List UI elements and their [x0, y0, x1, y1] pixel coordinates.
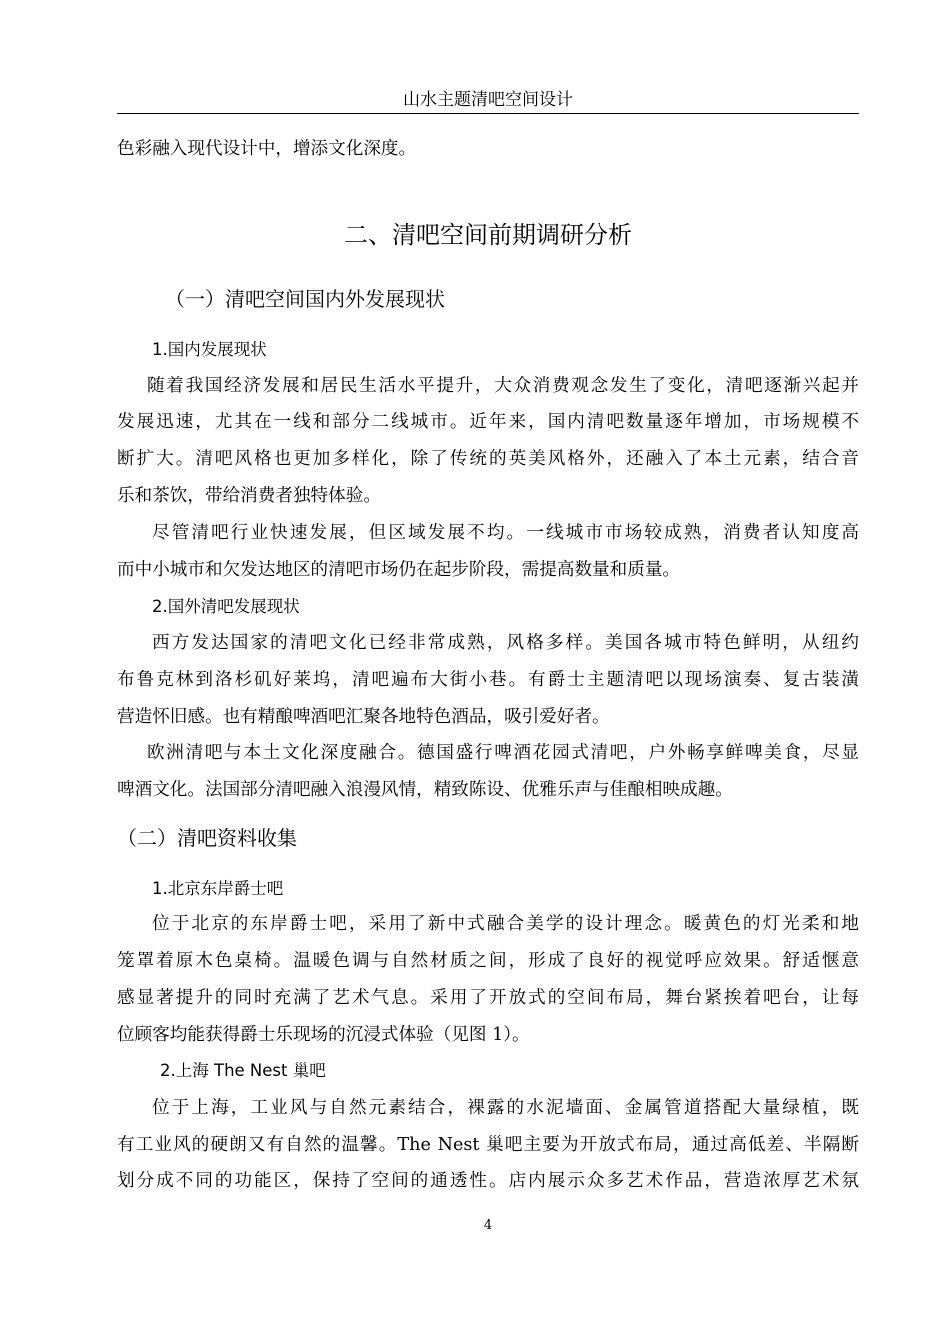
header-divider: [117, 113, 859, 114]
paragraph-line: 营造怀旧感。也有精酿啤酒吧汇聚各地特色酒品，吸引爱好者。: [117, 707, 610, 727]
subsection-2-1-title: 1.北京东岸爵士吧: [152, 879, 284, 898]
chapter-title: 二、清吧空间前期调研分析: [344, 221, 632, 249]
paragraph-line: 随着我国经济发展和居民生活水平提升，大众消费观念发生了变化，清吧逐渐兴起并: [147, 376, 859, 396]
paragraph-line: 感显著提升的同时充满了艺术气息。采用了开放式的空间布局，舞台紧挨着吧台，让每: [117, 988, 859, 1008]
paragraph-line: 乐和茶饮，带给消费者独特体验。: [117, 486, 381, 506]
paragraph-line: 位于北京的东岸爵士吧，采用了新中式融合美学的设计理念。暖黄色的灯光柔和地: [152, 914, 859, 934]
paragraph-line: 尽管清吧行业快速发展，但区域发展不均。一线城市市场较成熟，消费者认知度高: [152, 523, 859, 543]
paragraph-line: 位于上海，工业风与自然元素结合，裸露的水泥墙面、金属管道搭配大量绿植，既: [152, 1098, 859, 1118]
paragraph-line: 布鲁克林到洛杉矶好莱坞，清吧遍布大街小巷。有爵士主题清吧以现场演奏、复古装潢: [117, 670, 859, 690]
running-header: 山水主题清吧空间设计: [403, 90, 573, 110]
paragraph-line: 断扩大。清吧风格也更加多样化，除了传统的英美风格外，还融入了本土元素，结合音: [117, 449, 859, 469]
subsection-1-2-title: 2.国外清吧发展现状: [152, 597, 300, 616]
paragraph-line: 有工业风的硬朗又有自然的温馨。The Nest 巢吧主要为开放式布局，通过高低差、半隔断: [117, 1135, 859, 1155]
paragraph-line: 欧洲清吧与本土文化深度融合。德国盛行啤酒花园式清吧，户外畅享鲜啤美食，尽显: [147, 743, 859, 763]
subsection-1-1-title: 1.国内发展现状: [152, 340, 267, 359]
section-1-title: （一）清吧空间国内外发展现状: [165, 287, 445, 311]
subsection-2-2-title: 2.上海 The Nest 巢吧: [160, 1061, 326, 1080]
paragraph-line: 而中小城市和欠发达地区的清吧市场仍在起步阶段，需提高数量和质量。: [117, 560, 681, 580]
section-2-title: （二）清吧资料收集: [117, 826, 297, 850]
paragraph-line: 笼罩着原木色桌椅。温暖色调与自然材质之间，形成了良好的视觉呼应效果。舒适惬意: [117, 951, 859, 971]
paragraph-line: 发展迅速，尤其在一线和部分二线城市。近年来，国内清吧数量逐年增加，市场规模不: [117, 412, 859, 432]
paragraph-line: 西方发达国家的清吧文化已经非常成熟，风格多样。美国各城市特色鲜明，从纽约: [152, 633, 859, 653]
paragraph-line: 划分成不同的功能区，保持了空间的通透性。店内展示众多艺术作品，营造浓厚艺术氛: [117, 1171, 859, 1191]
paragraph-line: 啤酒文化。法国部分清吧融入浪漫风情，精致陈设、优雅乐声与佳酿相映成趣。: [117, 780, 733, 800]
page-number: 4: [483, 1218, 493, 1233]
intro-tail-line: 色彩融入现代设计中，增添文化深度。: [117, 139, 417, 159]
paragraph-line: 位顾客均能获得爵士乐现场的沉浸式体验（见图 1）。: [117, 1025, 530, 1045]
